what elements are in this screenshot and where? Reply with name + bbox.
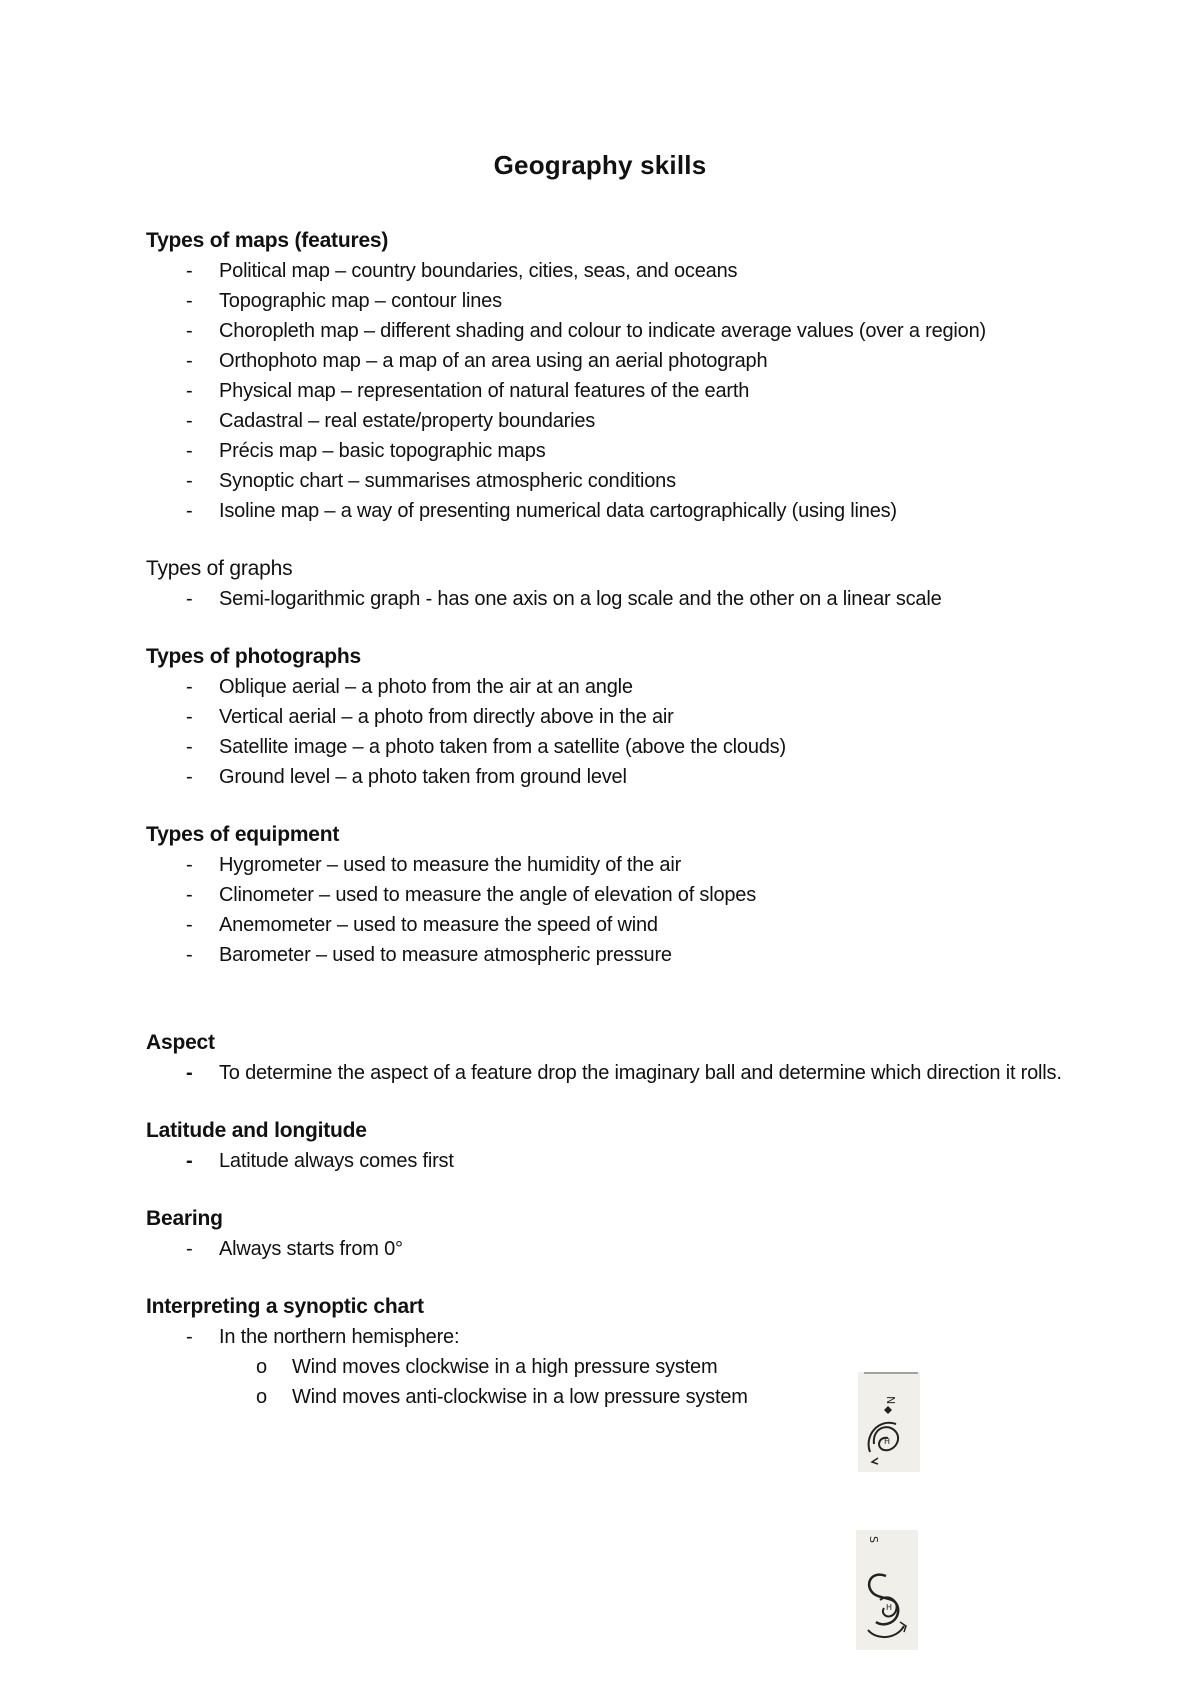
synoptic-heading: Interpreting a synoptic chart [146,1295,424,1318]
list-item: - Synoptic chart – summarises atmospheric conditions [146,466,1066,496]
list-item: - Physical map – representation of natural features of the earth [146,376,1066,406]
list-item: - Oblique aerial – a photo from the air at an angle [146,672,1066,702]
list-item: - Topographic map – contour lines [146,286,1066,316]
aspect-heading: Aspect [146,1031,215,1054]
list-item: - Choropleth map – different shading and colour to indicate average values (over a region) [146,316,1066,346]
bearing-heading: Bearing [146,1207,223,1230]
north-label: N [884,1396,897,1405]
southern-hemisphere-wind-diagram [856,1530,918,1650]
synoptic-list [146,1322,1066,1352]
page-title: Geography skills [493,150,707,180]
list-item: - Semi-logarithmic graph - has one axis on a log scale and the other on a linear scale [146,584,1066,614]
latlong-heading: Latitude and longitude [146,1119,367,1142]
clockwise-spiral-icon [858,1372,920,1472]
list-item: - Ground level – a photo taken from ground level [146,762,1066,792]
maps-list [146,256,1066,526]
equipment-heading: Types of equipment [146,823,340,846]
list-subitem: o Wind moves anti-clockwise in a low pressure system [146,1382,1066,1412]
list-item: - Anemometer – used to measure the speed of wind [146,910,1066,940]
northern-hemisphere-wind-diagram [858,1372,920,1472]
list-item: - Cadastral – real estate/property boundaries [146,406,1066,436]
list-item: - Hygrometer – used to measure the humidity of the air [146,850,1066,880]
latlong-list [146,1146,1066,1176]
synoptic-sublist [146,1352,1066,1412]
graphs-heading: Types of graphs [146,557,293,580]
list-item: - Latitude always comes first [146,1146,1066,1176]
anticlockwise-spiral-icon [856,1530,918,1650]
graphs-list [146,584,1066,614]
photos-heading: Types of photographs [146,645,361,668]
list-item: - Isoline map – a way of presenting numerical data cartographically (using lines) [146,496,1066,526]
equipment-list [146,850,1066,970]
south-label: S [867,1536,880,1543]
list-item: - Satellite image – a photo taken from a satellite (above the clouds) [146,732,1066,762]
list-item: - In the northern hemisphere: [146,1322,1066,1352]
document-content [146,226,1066,1412]
list-item: - Always starts from 0° [146,1234,1066,1264]
list-item: - Clinometer – used to measure the angle of elevation of slopes [146,880,1066,910]
bearing-list [146,1234,1066,1264]
list-item: - Précis map – basic topographic maps [146,436,1066,466]
list-item: - Orthophoto map – a map of an area using an aerial photograph [146,346,1066,376]
photos-list [146,672,1066,792]
maps-heading: Types of maps (features) [146,229,389,252]
high-pressure-label: H [886,1603,893,1612]
list-subitem: o Wind moves clockwise in a high pressure system [146,1352,1066,1382]
high-pressure-label: H [884,1437,891,1446]
aspect-list [146,1058,1066,1088]
list-item: - To determine the aspect of a feature drop the imaginary ball and determine which direction it rolls. [146,1058,1066,1088]
list-item: - Political map – country boundaries, cities, seas, and oceans [146,256,1066,286]
list-item: - Barometer – used to measure atmospheric pressure [146,940,1066,970]
list-item: - Vertical aerial – a photo from directly above in the air [146,702,1066,732]
